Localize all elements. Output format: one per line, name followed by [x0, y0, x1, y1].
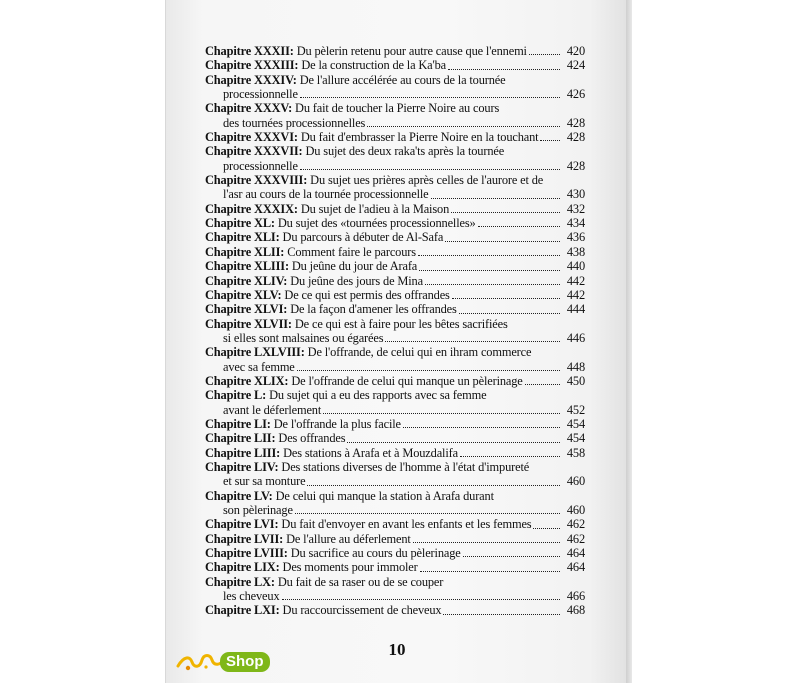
chapter-label: Chapitre XLVII: [205, 316, 292, 331]
chapter-label: Chapitre XLVI: [205, 302, 288, 317]
toc-line [205, 374, 585, 388]
shop-logo-text: Shop [220, 652, 270, 672]
chapter-label: Chapitre LII: [205, 431, 276, 446]
toc-line [205, 216, 585, 230]
chapter-label: Chapitre XXXVI: [205, 130, 298, 145]
chapter-title: Du sujet des deux raka'ts après la tournée [305, 144, 505, 159]
leader-dots [282, 599, 561, 600]
chapter-label: Chapitre XLI: [205, 230, 280, 245]
toc-line [205, 245, 585, 259]
toc-entry [205, 144, 585, 173]
chapter-label: Chapitre LXLVIII: [205, 345, 305, 360]
chapter-page: 442 [566, 273, 585, 288]
leader-dots [300, 169, 560, 170]
chapter-title: De l'offrande, de celui qui en ihram commerce [307, 345, 532, 360]
chapter-title: De la façon d'amener les offrandes [290, 302, 457, 317]
chapter-page: 454 [566, 416, 585, 431]
toc-line [205, 345, 585, 359]
toc-line [205, 403, 585, 417]
chapter-page: 438 [566, 244, 585, 259]
leader-dots [385, 341, 560, 342]
leader-dots [448, 69, 560, 70]
chapter-title: De l'allure accélérée au cours de la tournée [299, 72, 506, 87]
chapter-page: 462 [566, 531, 585, 546]
chapter-label: Chapitre XXXV: [205, 101, 293, 116]
leader-dots [347, 442, 560, 443]
chapter-title: Comment faire le parcours [287, 244, 416, 259]
toc-line [205, 388, 585, 402]
toc-line [205, 431, 585, 445]
leader-dots [463, 556, 560, 557]
toc-entry [205, 245, 585, 259]
leader-dots [323, 413, 560, 414]
chapter-title: Des stations diverses de l'homme à l'état d'impureté [281, 459, 530, 474]
toc-entry [205, 44, 585, 58]
chapter-label: Chapitre LV: [205, 488, 273, 503]
chapter-page: 428 [566, 130, 585, 145]
chapter-label: Chapitre L: [205, 388, 267, 403]
chapter-title: Des offrandes [278, 431, 346, 446]
toc-line [205, 159, 585, 173]
chapter-page: 428 [566, 115, 585, 130]
chapter-label: Chapitre LIII: [205, 445, 281, 460]
toc-line [205, 101, 585, 115]
toc-line [205, 130, 585, 144]
leader-dots [300, 97, 560, 98]
chapter-label: Chapitre XXXIII: [205, 58, 299, 73]
chapter-title: l'asr au cours de la tournée processionnelle [223, 187, 429, 202]
leader-dots [525, 384, 560, 385]
leader-dots [295, 513, 560, 514]
chapter-title: De ce qui est permis des offrandes [284, 287, 450, 302]
toc-line [205, 44, 585, 58]
chapter-title: Des moments pour immoler [282, 560, 418, 575]
chapter-page: 442 [566, 287, 585, 302]
chapter-title: De celui qui manque la station à Arafa durant [275, 488, 494, 503]
chapter-title: Du parcours à débuter de Al-Safa [282, 230, 444, 245]
toc-line [205, 116, 585, 130]
toc-entry [205, 431, 585, 445]
toc-line [205, 302, 585, 316]
toc-entry [205, 517, 585, 531]
chapter-label: Chapitre LXI: [205, 603, 280, 618]
chapter-title: processionnelle [223, 158, 298, 173]
chapter-label: Chapitre LX: [205, 574, 275, 589]
toc-line [205, 202, 585, 216]
chapter-label: Chapitre XLII: [205, 244, 285, 259]
toc-line [205, 87, 585, 101]
toc-line [205, 575, 585, 589]
chapter-title: Du raccourcissement de cheveux [282, 603, 442, 618]
leader-dots [420, 571, 560, 572]
chapter-label: Chapitre XXXVII: [205, 144, 303, 159]
leader-dots [451, 212, 560, 213]
leader-dots [445, 241, 560, 242]
chapter-label: Chapitre XL: [205, 216, 275, 231]
leader-dots [459, 313, 560, 314]
chapter-label: Chapitre XXXIX: [205, 201, 298, 216]
toc-line [205, 417, 585, 431]
leader-dots [540, 140, 560, 141]
chapter-title: Du sujet ues prières après celles de l'aurore et de [310, 173, 544, 188]
toc-line [205, 173, 585, 187]
chapter-label: Chapitre LVII: [205, 531, 284, 546]
leader-dots [367, 126, 560, 127]
chapter-title: si elles sont malsaines ou égarées [223, 330, 384, 345]
leader-dots [419, 270, 560, 271]
toc-entry [205, 130, 585, 144]
chapter-page: 426 [566, 87, 585, 102]
chapter-title: son pèlerinage [223, 503, 293, 517]
chapter-title: Du jeûne des jours de Mina [290, 273, 423, 288]
toc-line [205, 288, 585, 302]
toc-line [205, 532, 585, 546]
chapter-page: 440 [566, 259, 585, 274]
page-number: 10 [388, 640, 406, 659]
chapter-label: Chapitre LIV: [205, 459, 279, 474]
toc-line [205, 259, 585, 273]
chapter-page: 464 [566, 560, 585, 575]
toc-entry [205, 446, 585, 460]
chapter-title: Du sacrifice au cours du pèlerinage [290, 546, 461, 561]
chapter-page: 436 [566, 230, 585, 245]
toc-entry [205, 58, 585, 72]
leader-dots [413, 542, 560, 543]
toc-entry [205, 230, 585, 244]
chapter-label: Chapitre XXXVIII: [205, 173, 308, 188]
chapter-title: De l'offrande de celui qui manque un pèlerinage [291, 373, 523, 388]
toc-line [205, 360, 585, 374]
toc-entry [205, 417, 585, 431]
chapter-label: Chapitre XLIX: [205, 373, 289, 388]
chapter-title: Du sujet de l'adieu à la Maison [300, 201, 450, 216]
toc-line [205, 187, 585, 201]
chapter-page: 468 [566, 603, 585, 618]
chapter-title: Du pèlerin retenu pour autre cause que l'ennemi [296, 44, 527, 58]
toc-line [205, 560, 585, 574]
chapter-label: Chapitre XXXII: [205, 44, 294, 58]
toc-line [205, 144, 585, 158]
chapter-label: Chapitre LVI: [205, 517, 279, 532]
leader-dots [533, 528, 560, 529]
toc-entry [205, 216, 585, 230]
chapter-page: 424 [566, 58, 585, 73]
toc-entry [205, 374, 585, 388]
chapter-page: 466 [566, 589, 585, 604]
chapter-page: 448 [566, 359, 585, 374]
chapter-title: avant le déferlement [223, 402, 322, 417]
chapter-label: Chapitre XXXIV: [205, 72, 297, 87]
chapter-page: 450 [566, 373, 585, 388]
chapter-label: Chapitre XLIV: [205, 273, 288, 288]
leader-dots [307, 485, 560, 486]
toc-entry [205, 546, 585, 560]
chapter-title: Du fait de sa raser ou de se couper [277, 574, 444, 589]
chapter-page: 452 [566, 402, 585, 417]
toc-entry [205, 101, 585, 130]
chapter-page: 464 [566, 546, 585, 561]
leader-dots [478, 226, 560, 227]
chapter-title: De la construction de la Ka'ba [301, 58, 447, 73]
toc-line [205, 517, 585, 531]
toc-entry [205, 73, 585, 102]
toc-entry [205, 317, 585, 346]
toc-line [205, 489, 585, 503]
leader-dots [431, 198, 560, 199]
chapter-page: 458 [566, 445, 585, 460]
chapter-title: Du sujet qui a eu des rapports avec sa femme [269, 388, 487, 403]
chapter-title: De l'offrande la plus facile [273, 416, 401, 431]
toc-entry [205, 560, 585, 574]
leader-dots [403, 427, 560, 428]
toc-line [205, 474, 585, 488]
chapter-page: 460 [566, 474, 585, 489]
table-of-contents [205, 44, 585, 618]
toc-entry [205, 575, 585, 604]
toc-entry [205, 345, 585, 374]
chapter-page: 434 [566, 216, 585, 231]
chapter-title: Du jeûne du jour de Arafa [291, 259, 418, 274]
chapter-title: Du fait de toucher la Pierre Noire au cours [295, 101, 500, 116]
toc-line [205, 317, 585, 331]
chapter-page: 432 [566, 201, 585, 216]
toc-entry [205, 202, 585, 216]
toc-line [205, 546, 585, 560]
chapter-title: les cheveux [223, 589, 280, 604]
toc-entry [205, 532, 585, 546]
toc-line [205, 274, 585, 288]
toc-entry [205, 388, 585, 417]
chapter-title: et sur sa monture [223, 474, 306, 489]
toc-line [205, 446, 585, 460]
toc-entry [205, 288, 585, 302]
toc-line [205, 603, 585, 617]
toc-entry [205, 302, 585, 316]
chapter-title: Du sujet des «tournées processionnelles» [277, 216, 476, 231]
leader-dots [425, 284, 560, 285]
chapter-page: 446 [566, 330, 585, 345]
toc-entry [205, 259, 585, 273]
toc-entry [205, 460, 585, 489]
toc-line [205, 230, 585, 244]
leader-dots [443, 614, 560, 615]
leader-dots [418, 255, 560, 256]
chapter-page: 420 [566, 44, 585, 58]
chapter-label: Chapitre XLV: [205, 287, 282, 302]
chapter-title: De l'allure au déferlement [286, 531, 411, 546]
chapter-page: 444 [566, 302, 585, 317]
chapter-page: 430 [566, 187, 585, 202]
toc-entry [205, 489, 585, 518]
chapter-page: 460 [566, 503, 585, 517]
leader-dots [460, 456, 560, 457]
chapter-title: De ce qui est à faire pour les bêtes sacrifiées [294, 316, 508, 331]
toc-entry [205, 603, 585, 617]
chapter-title: Du fait d'embrasser la Pierre Noire en la touchant [300, 130, 539, 145]
toc-line [205, 460, 585, 474]
chapter-label: Chapitre LVIII: [205, 546, 288, 561]
chapter-title: des tournées processionnelles [223, 115, 366, 130]
leader-dots [452, 298, 560, 299]
chapter-title: Du fait d'envoyer en avant les enfants et les femmes [281, 517, 532, 532]
toc-line [205, 503, 585, 517]
chapter-page: 454 [566, 431, 585, 446]
chapter-page: 462 [566, 517, 585, 532]
toc-line [205, 58, 585, 72]
chapter-title: avec sa femme [223, 359, 295, 374]
chapter-page: 428 [566, 158, 585, 173]
chapter-title: Des stations à Arafa et à Mouzdalifa [283, 445, 458, 460]
toc-line [205, 331, 585, 345]
leader-dots [529, 54, 560, 55]
chapter-label: Chapitre XLIII: [205, 259, 289, 274]
chapter-label: Chapitre LIX: [205, 560, 280, 575]
toc-line [205, 589, 585, 603]
shop-logo [176, 650, 286, 674]
toc-line [205, 73, 585, 87]
toc-entry [205, 173, 585, 202]
chapter-label: Chapitre LI: [205, 416, 271, 431]
toc-entry [205, 274, 585, 288]
chapter-title: processionnelle [223, 87, 298, 102]
leader-dots [297, 370, 560, 371]
